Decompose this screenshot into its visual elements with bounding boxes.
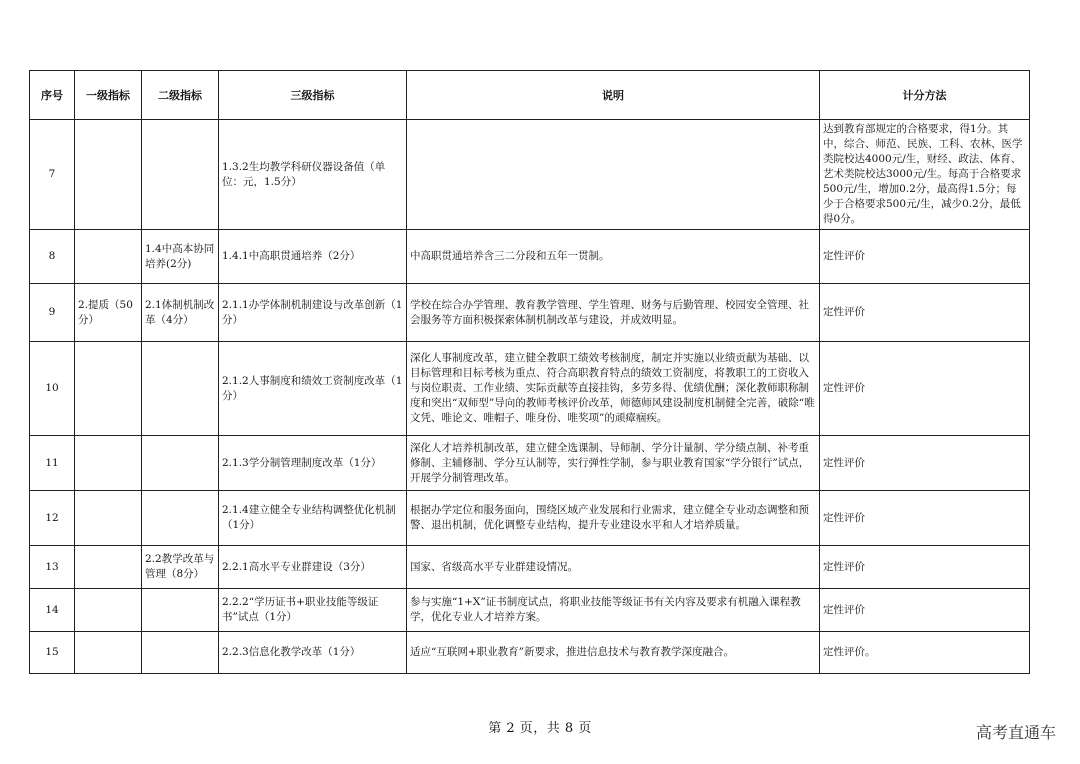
header-level1: 一级指标 [75, 71, 142, 120]
header-level2: 二级指标 [142, 71, 219, 120]
watermark: 高考直通车 [975, 723, 1056, 742]
cell-serial: 12 [30, 491, 75, 546]
cell-level3: 2.1.1办学体制机制建设与改革创新（1分） [219, 284, 407, 342]
page-number: 第 2 页，共 8 页 [488, 721, 592, 736]
cell-serial: 11 [30, 436, 75, 491]
cell-scoring: 定性评价 [820, 491, 1030, 546]
cell-serial: 7 [30, 120, 75, 230]
header-serial: 序号 [30, 71, 75, 120]
cell-level3: 2.1.2人事制度和绩效工资制度改革（1分） [219, 342, 407, 436]
cell-serial: 15 [30, 632, 75, 674]
cell-scoring: 定性评价 [820, 546, 1030, 589]
cell-level2 [142, 632, 219, 674]
cell-level3: 2.1.4建立健全专业结构调整优化机制（1分） [219, 491, 407, 546]
cell-level2 [142, 589, 219, 632]
cell-scoring: 达到教育部规定的合格要求，得1分。其中，综合、师范、民族、工科、农林、医学类院校达4000元/生，财经、政法、体育、艺术类院校达3000元/生。每高于合格要求500元/生，增加0.2分，最高得1.5分；每少于合格要求500元/生，减少0.2分，最低得0分。 [820, 120, 1030, 230]
cell-description: 参与实施“1+X”证书制度试点，将职业技能等级证书有关内容及要求有机融入课程教学，优化专业人才培养方案。 [407, 589, 820, 632]
cell-serial: 8 [30, 230, 75, 284]
cell-level3: 2.2.2“学历证书+职业技能等级证书”试点（1分） [219, 589, 407, 632]
cell-scoring: 定性评价 [820, 230, 1030, 284]
cell-serial: 14 [30, 589, 75, 632]
cell-description: 根据办学定位和服务面向，围绕区域产业发展和行业需求，建立健全专业动态调整和预警、退出机制，优化调整专业结构，提升专业建设水平和人才培养质量。 [407, 491, 820, 546]
table-row [30, 491, 1030, 546]
cell-level1 [75, 546, 142, 589]
cell-level1 [75, 436, 142, 491]
header-description: 说明 [407, 71, 820, 120]
table-header-row [30, 71, 1030, 120]
cell-level1 [75, 230, 142, 284]
cell-description: 国家、省级高水平专业群建设情况。 [407, 546, 820, 589]
cell-description: 深化人事制度改革，建立健全教职工绩效考核制度，制定并实施以业绩贡献为基础、以目标管理和目标考核为重点、符合高职教育特点的绩效工资制度，将教职工的工资收入与岗位职责、工作业绩、实际贡献等直接挂钩，多劳多得、优绩优酬；深化教师职称制度和突出“双师型”导向的教师考核评价改革，师德师风建设制度机制健全完善，破除“唯文凭、唯论文、唯帽子、唯身份、唯奖项”的顽瘴痼疾。 [407, 342, 820, 436]
cell-scoring: 定性评价。 [820, 632, 1030, 674]
cell-description: 适应“互联网+职业教育”新要求，推进信息技术与教育教学深度融合。 [407, 632, 820, 674]
cell-level2: 1.4中高本协同培养(2分) [142, 230, 219, 284]
table-row [30, 120, 1030, 230]
cell-level3: 2.2.1高水平专业群建设（3分） [219, 546, 407, 589]
table-row [30, 230, 1030, 284]
cell-scoring: 定性评价 [820, 589, 1030, 632]
cell-level1 [75, 342, 142, 436]
cell-level1 [75, 491, 142, 546]
cell-level1: 2.提质（50分） [75, 284, 142, 342]
cell-level1 [75, 589, 142, 632]
cell-level3: 1.3.2生均教学科研仪器设备值（单位：元，1.5分） [219, 120, 407, 230]
cell-level2: 2.1体制机制改革（4分） [142, 284, 219, 342]
table-row [30, 284, 1030, 342]
cell-description [407, 120, 820, 230]
table-row [30, 342, 1030, 436]
header-scoring: 计分方法 [820, 71, 1030, 120]
cell-scoring: 定性评价 [820, 342, 1030, 436]
cell-level3: 2.1.3学分制管理制度改革（1分） [219, 436, 407, 491]
header-level3: 三级指标 [219, 71, 407, 120]
table-row [30, 436, 1030, 491]
cell-level3: 2.2.3信息化教学改革（1分） [219, 632, 407, 674]
table-row [30, 632, 1030, 674]
cell-scoring: 定性评价 [820, 284, 1030, 342]
cell-serial: 9 [30, 284, 75, 342]
cell-level1 [75, 120, 142, 230]
cell-level2 [142, 120, 219, 230]
cell-level2 [142, 491, 219, 546]
table-row [30, 589, 1030, 632]
cell-description: 学校在综合办学管理、教育教学管理、学生管理、财务与后勤管理、校园安全管理、社会服务等方面积极探索体制机制改革与建设，并成效明显。 [407, 284, 820, 342]
cell-description: 中高职贯通培养含三二分段和五年一贯制。 [407, 230, 820, 284]
cell-level3: 1.4.1中高职贯通培养（2分） [219, 230, 407, 284]
cell-scoring: 定性评价 [820, 436, 1030, 491]
cell-serial: 10 [30, 342, 75, 436]
cell-level1 [75, 632, 142, 674]
indicator-table [29, 70, 1030, 674]
cell-level2: 2.2教学改革与管理（8分） [142, 546, 219, 589]
cell-serial: 13 [30, 546, 75, 589]
cell-level2 [142, 342, 219, 436]
table-row [30, 546, 1030, 589]
cell-description: 深化人才培养机制改革，建立健全选课制、导师制、学分计量制、学分绩点制、补考重修制、主辅修制、学分互认制等，实行弹性学制，参与职业教育国家“学分银行”试点，开展学分制管理改革。 [407, 436, 820, 491]
cell-level2 [142, 436, 219, 491]
